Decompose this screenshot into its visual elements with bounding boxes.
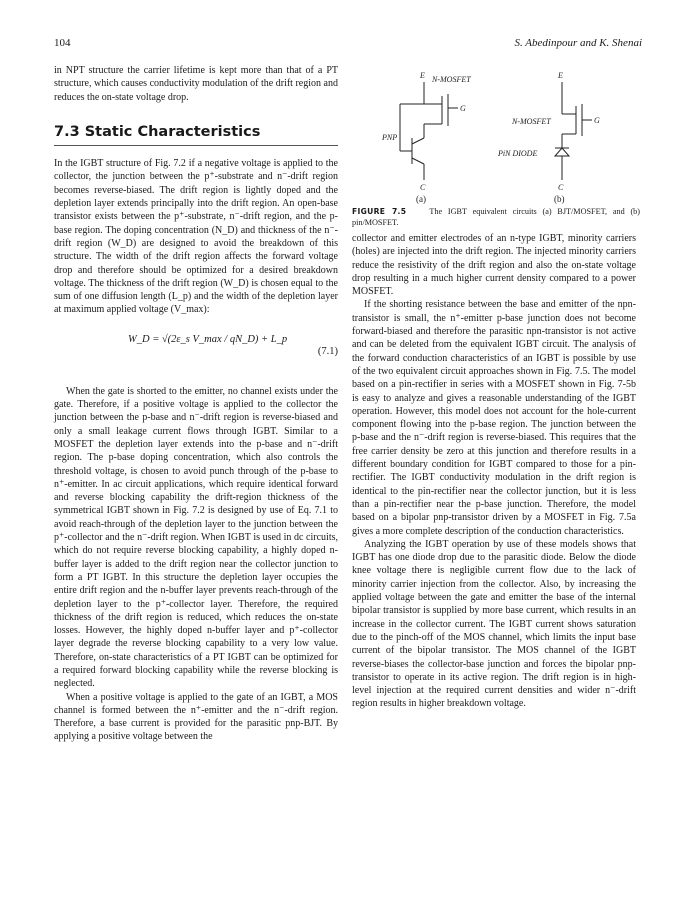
- figure-caption-label: FIGURE 7.5: [352, 207, 407, 216]
- paragraph: If the shorting resistance between the base and emitter of the npn-transistor is small, the n⁺-emitter p-base junction does not become forward-biased and therefore the parasitic npn-transistor is not active and can be deleted from the equivalent IGBT circuit. The analysis of the forward conduction characteristics of an IGBT is possible by use of the two equivalent circuit approaches shown in Fig. 7.5. The model based on a pin-rectifier in series with a MOSFET shown in Fig. 7-5b is easy to analyze and gives a reasonable understanding of the IGBT operation. However, this model does not account for the hole-current component flowing into the p-base region. The junction between the p-base and the n⁻-drift region is reverse-biased. This requires that the free carrier density be zero at this junction and therefore results in a different boundary condition for IGBT compared to those for a pin-rectifier. The IGBT conductivity modulation in the drift region is identical to the pin-rectifier near the collector junction, but it is less than a pin-rectifier near the p-base junction. Therefore, the model based on a bipolar pnp-transistor driven by a MOSFET in Fig. 7.5a gives a more complete description of the conduction characteristics.: [352, 299, 636, 537]
- page-number: 104: [54, 37, 71, 49]
- paragraph: In the IGBT structure of Fig. 7.2 if a negative voltage is applied to the collector, the junction between the p⁺-substrate and n⁻-drift region becomes reverse-biased. The drift region is lightly doped and the depletion layer extends principally into the drift region. An open-base transistor exists between the p⁺-substrate, n⁻-drift region, and the p-base region. The doping concentration (N_D) and thickness of the n⁻-drift region (W_D) are designed to avoid the breakdown of this structure. The width of the drift region affects the forward voltage drop and therefore should be optimized for a desired breakdown voltage. The thickness of the drift region (W_D) is chosen equal to the sum of one diffusion length (L_p) and the width of the depletion layer at maximum applied voltage (V_max):: [54, 158, 338, 316]
- paragraph: When the gate is shorted to the emitter, no channel exists under the gate. Therefore, if a positive voltage is applied to the collector the junction between the p-base and n⁻-drift region is reverse-biased and only a small leakage current flows through IGBT. Similar to a MOSFET the depletion layer extends into the p-base and n⁻-drift region. The p-base doping concentration, which also controls the threshold voltage, is chosen to avoid punch through of the p-base to n⁺-emitter. In ac circuit applications, which require identical forward and reverse blocking capability the drift-region thickness of the symmetrical IGBT shown in Fig. 7.2 is designed by use of Eq. 7.1 to avoid reach-through of the depletion layer to the junction between the p⁺-collector and the n⁻-drift region. When IGBT is used in dc circuits, which do not require reverse blocking capability, a highly doped n-buffer layer is added to the drift region near the collector junction to form a PT IGBT. In this structure the depletion layer occupies the entire drift region and the n-buffer layer prevents reach-through of the depletion layer to the p⁺-collector layer. Therefore, the required thickness of the drift region is reduced, which reduces the on-state losses. However, the highly doped n-buffer layer and p⁺-collector layer degrade the reverse blocking capability to a very low value. Therefore, on-state characteristics of a PT IGBT can be optimized for a required forward blocking capability while the reverse blocking is neglected.: [54, 385, 338, 690]
- label-gate-a: G: [460, 104, 466, 113]
- left-column: [54, 64, 338, 744]
- intro-paragraph: in NPT structure the carrier lifetime is kept more than that of a PT structure, which causes conductivity modulation of the drift region and reduces the on-state voltage drop.: [54, 65, 338, 103]
- figure-caption: [352, 206, 640, 228]
- panel-label-a: (a): [416, 194, 426, 204]
- equation-block: [54, 327, 338, 375]
- label-gate-b: G: [594, 116, 600, 125]
- label-emitter-b: E: [558, 71, 563, 80]
- paragraph: When a positive voltage is applied to the gate of an IGBT, a MOS channel is formed between the n⁺-emitter and the n⁻-drift region. Therefore, a base current is provided for the parasitic pnp-BJT. By applying a positive voltage between the: [54, 691, 338, 743]
- label-collector-b: C: [558, 183, 564, 192]
- figure-caption-text: The IGBT equivalent circuits (a) BJT/MOSFET, and (b) pin/MOSFET.: [352, 207, 641, 227]
- section-heading: 7.3 Static Characteristics: [54, 126, 338, 146]
- paragraph: Analyzing the IGBT operation by use of these models shows that IGBT has one diode drop due to the parasitic diode. Below the diode knee voltage there is negligible current flow due to the lack of minority carrier injection from the collector. Also, by increasing the applied voltage between the gate and emitter the base of the internal bipolar transistor is supplied by more base current, which results in an increase in the collector current. The IGBT current shows saturation due to the pinch-off of the MOS channel, which limits the input base current of the bipolar transistor. The MOS channel of the IGBT reverse-biases the collector-base junction and forces the bipolar pnp-transistor to operate in its active region. The drift region is in high-level injection at the required current densities and wider n⁻-drift region results in higher breakdown voltage.: [352, 538, 636, 710]
- label-collector-a: C: [420, 183, 426, 192]
- right-column: [352, 232, 636, 711]
- label-mosfet-a: N-MOSFET: [432, 75, 471, 84]
- running-header-authors: S. Abedinpour and K. Shenai: [514, 37, 642, 49]
- label-pnp-a: PNP: [382, 133, 398, 142]
- label-diode-b: PiN DIODE: [498, 149, 538, 158]
- label-emitter-a: E: [420, 71, 425, 80]
- paragraph: collector and emitter electrodes of an n-type IGBT, minority carriers (holes) are injected into the drift region. The injected minority carriers reduce the resistivity of the drift region and also the on-state voltage drop resulting in a much higher current density compared to a power MOSFET.: [352, 233, 636, 298]
- equation: W_D = √(2ε_s V_max / qN_D) + L_p: [128, 333, 288, 345]
- equation-number: (7.1): [317, 345, 338, 357]
- label-mosfet-b: N-MOSFET: [512, 117, 551, 126]
- panel-label-b: (b): [554, 194, 565, 204]
